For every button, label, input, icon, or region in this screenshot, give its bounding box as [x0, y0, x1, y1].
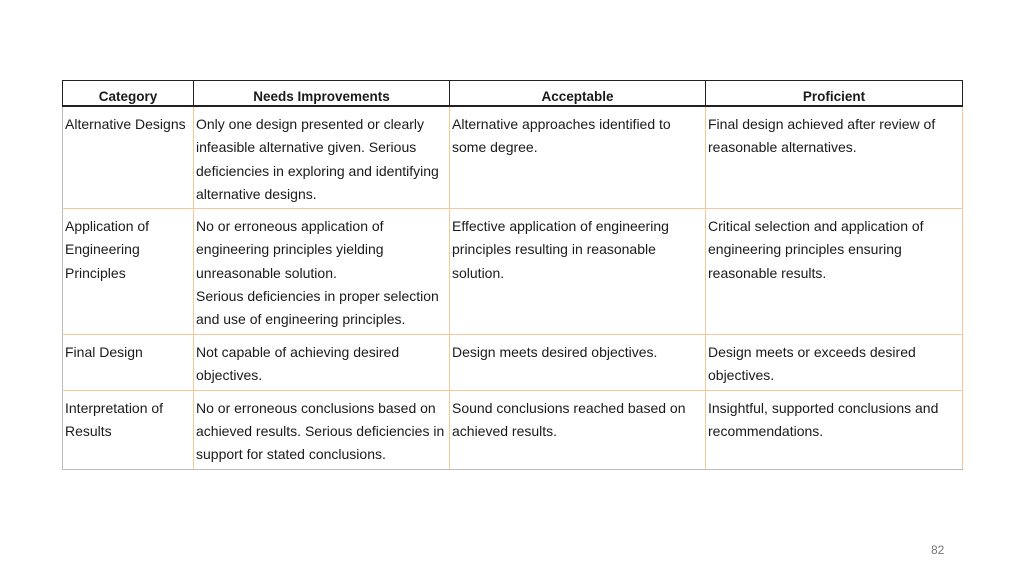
category-text: Alternative Designs [65, 116, 186, 132]
cell-proficient [706, 106, 963, 209]
cell-acceptable [450, 390, 706, 469]
table-row [63, 209, 963, 335]
needs-text: No or erroneous conclusions based on achieved results. Serious deficiencies in support for stated conclusions. [196, 399, 445, 463]
proficient-text: Critical selection and application of engineering principles ensuring reasonable results. [708, 218, 924, 281]
proficient-text: Design meets or exceeds desired objectives. [708, 344, 916, 384]
acceptable-text: Design meets desired objectives. [452, 344, 658, 361]
cell-needs [194, 209, 450, 335]
cell-acceptable [450, 335, 706, 391]
cell-needs [194, 390, 450, 469]
cell-category [63, 390, 194, 469]
cell-proficient [706, 335, 963, 391]
category-text: Final Design [65, 344, 143, 361]
header-proficient: Proficient [706, 81, 963, 107]
table-row [63, 106, 963, 209]
needs-text: Not capable of achieving desired objectives. [196, 344, 400, 384]
table-row [63, 390, 963, 469]
header-category: Category [63, 81, 194, 107]
cell-proficient [706, 390, 963, 469]
acceptable-text: Alternative approaches identified to some degree. [452, 116, 671, 156]
proficient-text: Insightful, supported conclusions and recommendations. [708, 399, 939, 440]
needs-text: No or erroneous application of engineering principles yielding unreasonable solution. Serious deficiencies in proper selection and use of engineering principles. [196, 218, 439, 328]
cell-needs [194, 106, 450, 209]
rubric-table [62, 80, 963, 470]
cell-category [63, 335, 194, 391]
cell-category [63, 209, 194, 335]
acceptable-text: Sound conclusions reached based on achieved results. [452, 399, 686, 440]
cell-acceptable [450, 209, 706, 335]
category-text: Application of Engineering Principles [65, 218, 150, 281]
category-text: Interpretation of Results [65, 399, 164, 440]
page-number: 82 [931, 543, 945, 557]
acceptable-text: Effective application of engineering principles resulting in reasonable solution. [452, 218, 669, 281]
cell-proficient [706, 209, 963, 335]
cell-category [63, 106, 194, 209]
header-acceptable: Acceptable [450, 81, 706, 107]
needs-text: Only one design presented or clearly infeasible alternative given. Serious deficiencies in exploring and identifying alternative designs. [196, 116, 439, 202]
table-row [63, 335, 963, 391]
header-needs-improvements: Needs Improvements [194, 81, 450, 107]
cell-needs [194, 335, 450, 391]
proficient-text: Final design achieved after review of reasonable alternatives. [708, 116, 936, 156]
cell-acceptable [450, 106, 706, 209]
header-row [63, 81, 963, 107]
